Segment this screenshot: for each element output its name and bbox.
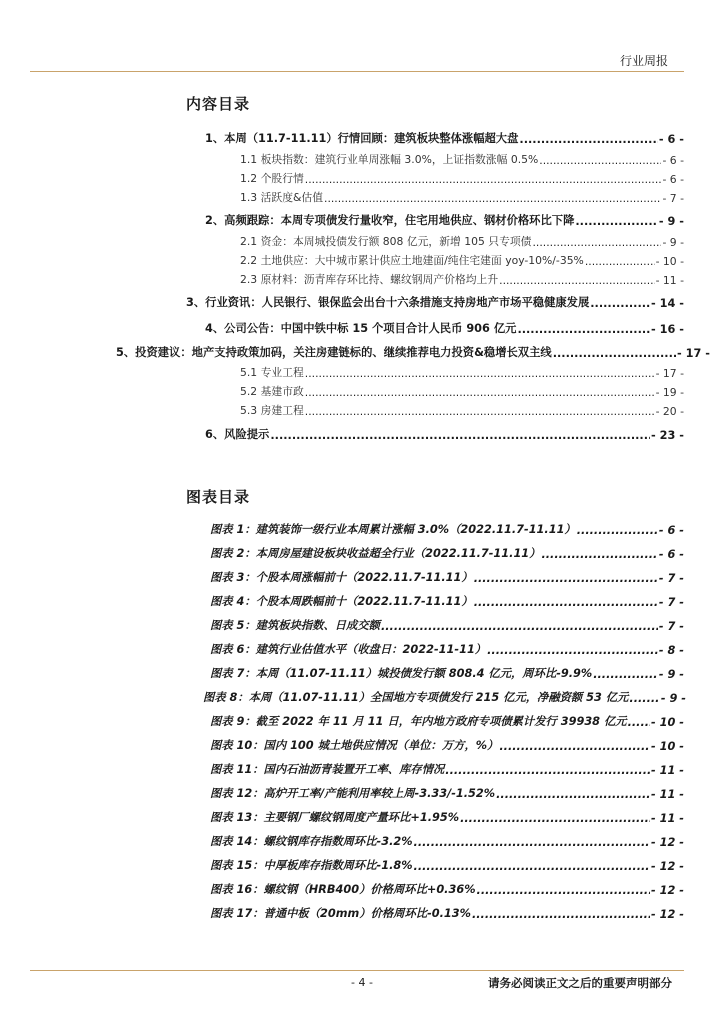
figure-entry-text: 图表 3：个股本周涨幅前十（2022.11.7-11.11） bbox=[210, 571, 473, 584]
figure-entry-page: - 12 - bbox=[651, 884, 684, 897]
figure-entry-text: 图表 16：螺纹钢（HRB400）价格周环比+0.36% bbox=[210, 883, 476, 896]
figure-entry[interactable] bbox=[210, 759, 684, 777]
figure-entry[interactable] bbox=[210, 639, 684, 657]
toc-entry-text: 2.3 原材料：沥青库存环比持、螺纹钢周产价格均上升 bbox=[240, 273, 499, 286]
figure-entry[interactable] bbox=[203, 687, 686, 705]
footer-divider bbox=[30, 970, 684, 971]
figure-entry[interactable] bbox=[210, 615, 684, 633]
toc-entry-text: 1.2 个股行情 bbox=[240, 172, 304, 185]
figure-entry-text: 图表 12：高炉开工率/产能利用率较上周-3.33/-1.52% bbox=[210, 787, 496, 800]
figure-entry[interactable] bbox=[210, 903, 684, 921]
figure-entry-page: - 12 - bbox=[651, 908, 684, 921]
figure-entry-page: - 7 - bbox=[658, 596, 684, 609]
figure-entry-text: 图表 2：本周房屋建设板块收益超全行业（2022.11.7-11.11） bbox=[210, 547, 541, 560]
figure-entry-text: 图表 4：个股本周跌幅前十（2022.11.7-11.11） bbox=[210, 595, 473, 608]
figure-entry-page: - 7 - bbox=[658, 572, 684, 585]
figure-entry-text: 图表 17：普通中板（20mm）价格周环比-0.13% bbox=[210, 907, 471, 920]
figure-entry-text: 图表 1：建筑装饰一级行业本周累计涨幅 3.0%（2022.11.7-11.11） bbox=[210, 523, 576, 536]
toc-entry-page: - 17 - bbox=[677, 347, 710, 360]
figure-entry[interactable] bbox=[210, 567, 684, 585]
toc-entry-page: - 17 - bbox=[655, 367, 684, 380]
toc-entry-text: 5.2 基建市政 bbox=[240, 385, 304, 398]
toc-entry-page: - 6 - bbox=[662, 173, 684, 186]
toc-entry-text: 2、高频跟踪：本周专项债发行量收窄，住宅用地供应、钢材价格环比下降 bbox=[205, 214, 575, 227]
figure-entry-text: 图表 5：建筑板块指数、日成交额 bbox=[210, 619, 380, 632]
figure-entry[interactable] bbox=[210, 519, 684, 537]
toc-entry-text: 1、本周（11.7-11.11）行情回顾：建筑板块整体涨幅超大盘 bbox=[205, 132, 519, 145]
figure-entry[interactable] bbox=[210, 807, 684, 825]
toc-entry-page: - 7 - bbox=[662, 192, 684, 205]
toc-entry[interactable] bbox=[205, 318, 684, 336]
figure-entry-page: - 12 - bbox=[651, 860, 684, 873]
header-divider bbox=[30, 71, 684, 72]
toc-entry-page: - 20 - bbox=[655, 405, 684, 418]
figure-entry[interactable] bbox=[210, 663, 684, 681]
figure-entry-page: - 11 - bbox=[651, 788, 684, 801]
figure-entry[interactable] bbox=[210, 831, 684, 849]
toc-entry-text: 1.3 活跃度&估值 bbox=[240, 191, 324, 204]
figure-entry-text: 图表 15：中厚板库存指数周环比-1.8% bbox=[210, 859, 413, 872]
figure-entry-text: 图表 14：螺纹钢库存指数周环比-3.2% bbox=[210, 835, 413, 848]
toc-entry-page: - 16 - bbox=[651, 323, 684, 336]
figure-entry-text: 图表 9：截至 2022 年 11 月 11 日，年内地方政府专项债累计发行 39938 亿元 bbox=[210, 715, 627, 728]
figure-entry-text: 图表 8：本周（11.07-11.11）全国地方专项债发行 215 亿元，净融资额 53 亿元 bbox=[203, 691, 629, 704]
figure-entry-page: - 9 - bbox=[660, 692, 686, 705]
toc-entry-text: 6、风险提示 bbox=[205, 428, 270, 441]
toc-entry-page: - 19 - bbox=[655, 386, 684, 399]
toc-entry-page: - 23 - bbox=[651, 429, 684, 442]
figure-entry-page: - 10 - bbox=[651, 716, 684, 729]
figure-entry-text: 图表 13：主要钢厂螺纹钢周度产量环比+1.95% bbox=[210, 811, 460, 824]
figure-entry-text: 图表 11：国内石油沥青装置开工率、库存情况 bbox=[210, 763, 445, 776]
toc-entry[interactable] bbox=[240, 231, 684, 249]
toc-entry-page: - 10 - bbox=[655, 255, 684, 268]
toc-entry-text: 5、投资建议：地产支持政策加码，关注房建链标的、继续推荐电力投资&稳增长双主线 bbox=[116, 346, 552, 359]
figure-entry-page: - 7 - bbox=[658, 620, 684, 633]
figure-entry[interactable] bbox=[210, 879, 684, 897]
report-type-label: 行业周报 bbox=[619, 54, 668, 68]
toc-title: 内容目录 bbox=[186, 95, 251, 113]
figure-entry-page: - 9 - bbox=[658, 668, 684, 681]
toc-entry-text: 2.2 土地供应：大中城市累计供应土地建面/纯住宅建面 yoy-10%/-35% bbox=[240, 254, 584, 267]
toc-entry[interactable] bbox=[240, 269, 684, 287]
toc-entry-text: 1.1 板块指数：建筑行业单周涨幅 3.0%，上证指数涨幅 0.5% bbox=[240, 153, 539, 166]
figure-entry-page: - 11 - bbox=[651, 812, 684, 825]
toc-entry[interactable] bbox=[240, 362, 684, 380]
figure-entry-page: - 8 - bbox=[658, 644, 684, 657]
toc-entry[interactable] bbox=[205, 424, 684, 442]
toc-entry-page: - 9 - bbox=[662, 236, 684, 249]
figure-entry-page: - 11 - bbox=[651, 764, 684, 777]
toc-entry-text: 4、公司公告：中国中铁中标 15 个项目合计人民币 906 亿元 bbox=[205, 322, 517, 335]
toc-entry-page: - 9 - bbox=[658, 215, 684, 228]
disclaimer-note: 请务必阅读正文之后的重要声明部分 bbox=[488, 976, 672, 990]
toc-entry[interactable] bbox=[116, 342, 710, 360]
figure-entry-text: 图表 10：国内 100 城土地供应情况（单位：万方，%） bbox=[210, 739, 499, 752]
figure-entry[interactable] bbox=[210, 543, 684, 561]
figure-entry[interactable] bbox=[210, 735, 684, 753]
toc-entry-page: - 11 - bbox=[655, 274, 684, 287]
figure-entry-text: 图表 6：建筑行业估值水平（收盘日：2022-11-11） bbox=[210, 643, 487, 656]
toc-entry-text: 3、行业资讯：人民银行、银保监会出台十六条措施支持房地产市场平稳健康发展 bbox=[186, 296, 590, 309]
toc-entry-text: 2.1 资金：本周城投债发行额 808 亿元，新增 105 只专项债 bbox=[240, 235, 532, 248]
toc-entry-page: - 6 - bbox=[658, 133, 684, 146]
toc-entry-text: 5.3 房建工程 bbox=[240, 404, 304, 417]
toc-entry[interactable] bbox=[240, 381, 684, 399]
toc-entry[interactable] bbox=[240, 168, 684, 186]
toc-entry[interactable] bbox=[240, 250, 684, 268]
figure-entry-page: - 6 - bbox=[658, 524, 684, 537]
figure-entry-page: - 6 - bbox=[658, 548, 684, 561]
toc-entry[interactable] bbox=[240, 187, 684, 205]
toc-entry-page: - 14 - bbox=[651, 297, 684, 310]
figure-entry[interactable] bbox=[210, 711, 684, 729]
figure-entry-page: - 12 - bbox=[651, 836, 684, 849]
toc-entry-page: - 6 - bbox=[662, 154, 684, 167]
figure-entry-page: - 10 - bbox=[651, 740, 684, 753]
toc-entry[interactable] bbox=[240, 149, 684, 167]
toc-entry-text: 5.1 专业工程 bbox=[240, 366, 304, 379]
toc-entry[interactable] bbox=[240, 400, 684, 418]
toc-entry[interactable] bbox=[205, 210, 684, 228]
figure-entry[interactable] bbox=[210, 855, 684, 873]
figure-entry-text: 图表 7：本周（11.07-11.11）城投债发行额 808.4 亿元，周环比-9.9% bbox=[210, 667, 593, 680]
toc-entry[interactable] bbox=[205, 128, 684, 146]
page-number: - 4 - bbox=[351, 976, 373, 989]
figure-list-title: 图表目录 bbox=[186, 488, 251, 506]
toc-entry[interactable] bbox=[186, 292, 684, 310]
figure-entry[interactable] bbox=[210, 591, 684, 609]
figure-entry[interactable] bbox=[210, 783, 684, 801]
